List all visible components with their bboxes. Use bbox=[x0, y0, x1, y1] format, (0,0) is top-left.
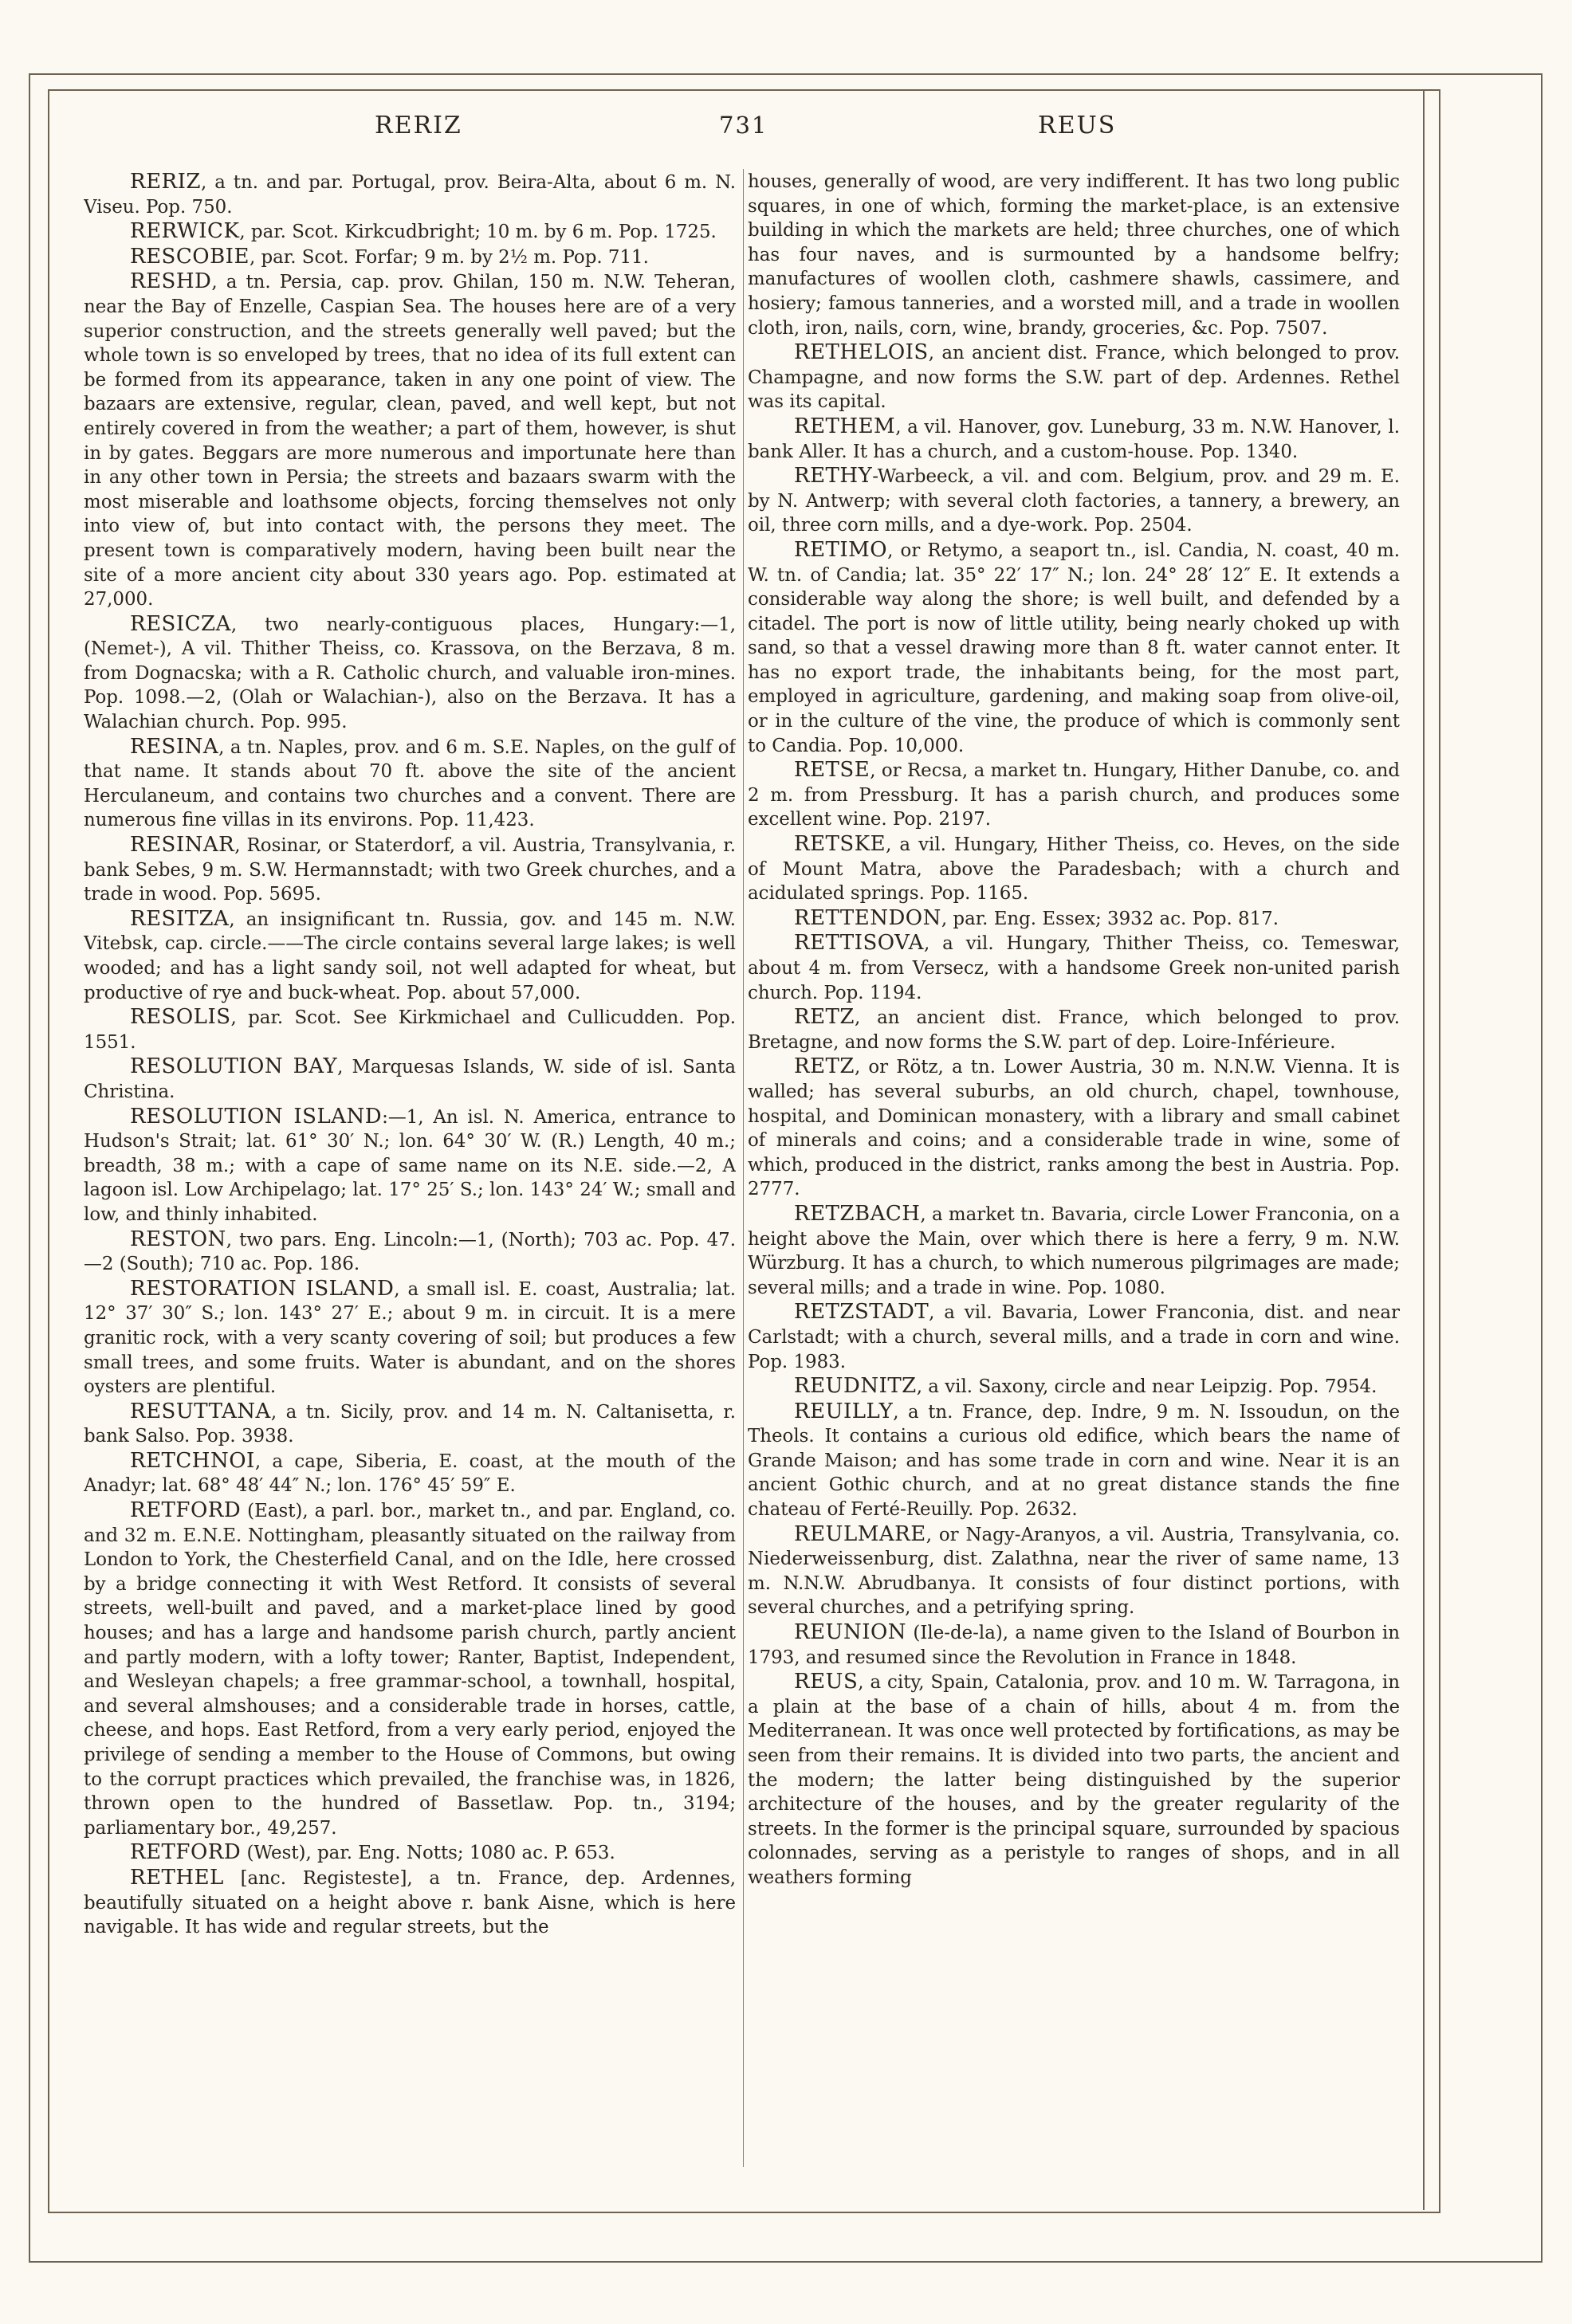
gazetteer-entry bbox=[748, 931, 1400, 1005]
gazetteer-entry bbox=[748, 832, 1400, 906]
entry-text: , two pars. Eng. Lincoln:—1, (North); 703 ac. Pop. 47.—2 (South); 710 ac. Pop. 186. bbox=[84, 1229, 736, 1275]
entry-text: , a market tn. Bavaria, circle Lower Franconia, on a height above the Main, over which there is here a ferry, 9 m. N.W. Würzburg. It has a church, to which numerous pilgrimages are made; several mills; and a trade in wine. Pop. 1080. bbox=[748, 1203, 1400, 1298]
gazetteer-entry bbox=[748, 1300, 1400, 1374]
entry-headword: RERWICK bbox=[130, 219, 240, 244]
gazetteer-entry bbox=[748, 538, 1400, 758]
entry-headword: RESOLUTION BAY bbox=[130, 1054, 338, 1079]
entry-text: , par. Eng. Essex; 3932 ac. Pop. 817. bbox=[941, 908, 1279, 929]
gazetteer-entry bbox=[748, 464, 1400, 538]
entry-headword: RETTENDON bbox=[794, 905, 941, 930]
entry-text: -Warbeeck, a vil. and com. Belgium, prov. and 29 m. E. by N. Antwerp; with several cloth factories, a tannery, a brewery, an oil, three corn mills, and a dye-work. Pop. 2504. bbox=[748, 466, 1400, 536]
entry-text: , a vil. Hungary, Thither Theiss, co. Temeswar, about 4 m. from Versecz, with a handsome Greek non-united parish church. Pop. 1194. bbox=[748, 933, 1400, 1003]
entry-headword: RETZSTADT bbox=[794, 1300, 929, 1325]
entry-headword: RETSE bbox=[794, 758, 870, 783]
left-guide-word: RERIZ bbox=[375, 112, 462, 139]
entry-text: , a city, Spain, Catalonia, prov. and 10 m. W. Tarragona, in a plain at the base of a chain of hills, about 4 m. from the Mediterranean. It was once well protected by fortifications, as may be seen from their remains. It is divided into two parts, the ancient and the modern; the latter being distinguished by the superior architecture of the houses, and by the greater regularity of the streets. In the former is the principal square, surrounded by spacious colonnades, serving as a peristyle to ranges of shops, and in all weathers forming bbox=[748, 1672, 1400, 1888]
gazetteer-entry bbox=[84, 907, 736, 1005]
gazetteer-entry bbox=[84, 1005, 736, 1054]
entry-headword: REUDNITZ bbox=[794, 1374, 917, 1399]
entry-headword: RESUTTANA bbox=[130, 1399, 271, 1423]
entry-text: (Ile-de-la), a name given to the Island of Bourbon in 1793, and resumed since the Revolution in France in 1848. bbox=[748, 1623, 1400, 1668]
gazetteer-entry bbox=[84, 1227, 736, 1277]
gazetteer-entry bbox=[84, 219, 736, 245]
entry-text: , Marquesas Islands, W. side of isl. Santa Christina. bbox=[84, 1057, 736, 1102]
gazetteer-entry bbox=[84, 735, 736, 833]
entry-headword: RESCOBIE bbox=[130, 244, 250, 269]
entry-text: , par. Scot. See Kirkmichael and Cullicudden. Pop. 1551. bbox=[84, 1007, 736, 1053]
gazetteer-entry bbox=[84, 1449, 736, 1498]
entry-text: [anc. Registeste], a tn. France, dep. Ardennes, beautifully situated on a height above r. bank Aisne, which is here navigable. It has wide and regular streets, but the bbox=[84, 1867, 736, 1938]
entry-text: , a vil. Bavaria, Lower Franconia, dist. and near Carlstadt; with a church, several mills, and a trade in corn and wine. Pop. 1983. bbox=[748, 1302, 1400, 1372]
entry-text: , a tn. France, dep. Indre, 9 m. N. Issoudun, on the Theols. It contains a curious old edifice, which bears the name of Grande Maison; and has some trade in corn and wine. Near it is an ancient Gothic church, and at no great distance stands the fine chateau of Ferté-Reuilly. Pop. 2632. bbox=[748, 1401, 1400, 1521]
gazetteer-entry bbox=[748, 1374, 1400, 1400]
gazetteer-entry bbox=[84, 612, 736, 735]
gazetteer-entry bbox=[748, 758, 1400, 832]
gazetteer-entry bbox=[748, 1522, 1400, 1620]
entry-headword: RERIZ bbox=[130, 170, 201, 194]
entry-headword: RETFORD bbox=[130, 1498, 242, 1523]
entry-text: , or Nagy-Aranyos, a vil. Austria, Transylvania, co. Niederweissenburg, dist. Zalathna, near the river of same name, 13 m. N.N.W. Abrudbanya. It consists of four distinct portions, with several churches, and a petrifying spring. bbox=[748, 1524, 1400, 1619]
entry-headword: RETFORD bbox=[130, 1840, 242, 1865]
gazetteer-entry bbox=[748, 1005, 1400, 1054]
gazetteer-entry bbox=[84, 1866, 736, 1940]
entry-text: , or Retymo, a seaport tn., isl. Candia, N. coast, 40 m. W. tn. of Candia; lat. 35° 22′ 17″ N.; lon. 24° 28′ 12″ E. It extends a considerable way along the shore; is well built, and defended by a citadel. The port is now of little utility, being nearly choked up with sand, so that a vessel drawing more than 8 ft. water cannot enter. It has no export trade, the inhabitants being, for the most part, employed in agriculture, gardening, and making soap from olive-oil, or in the culture of the vine, the produce of which is commonly sent to Candia. Pop. 10,000. bbox=[748, 540, 1400, 756]
entry-headword: RETZ bbox=[794, 1054, 855, 1079]
entry-text: , an ancient dist. France, which belonged to prov. Bretagne, and now forms the S.W. part of dep. Loire-Inférieure. bbox=[748, 1007, 1400, 1053]
entry-headword: RESINAR bbox=[130, 833, 235, 858]
entry-text: , par. Scot. Forfar; 9 m. by 2½ m. Pop. 711. bbox=[249, 246, 649, 268]
entry-text: , a tn. Persia, cap. prov. Ghilan, 150 m. N.W. Teheran, near the Bay of Enzelle, Caspian Sea. The houses here are of a very superior construction, and the streets generally well paved; but the whole town is so enveloped by trees, that no idea of its full extent can be formed from its appearance, taken in any one point of view. The bazaars are extensive, regular, clean, paved, and well kept, but not entirely covered in from the weather; a part of them, however, is shut in by gates. Beggars are more numerous and importunate here than in any other town in Persia; the streets and bazaars swarm with the most miserable and loathsome objects, forcing themselves not only into view of, but into contact with, the persons they meet. The present town is comparatively modern, having been built near the site of a more ancient city about 330 years ago. Pop. estimated at 27,000. bbox=[84, 272, 736, 610]
right-margin-rule bbox=[1423, 89, 1425, 2210]
gazetteer-entry bbox=[748, 1620, 1400, 1670]
entry-headword: RETZ bbox=[794, 1005, 855, 1030]
entry-headword: RETIMO bbox=[794, 537, 888, 562]
entry-text: , a vil. Saxony, circle and near Leipzig. Pop. 7954. bbox=[916, 1376, 1377, 1398]
entry-headword: RETHY bbox=[794, 464, 873, 489]
entry-text: , or Recsa, a market tn. Hungary, Hither Danube, co. and 2 m. from Pressburg. It has a parish church, and produces some excellent wine. Pop. 2197. bbox=[748, 760, 1400, 830]
page-number: 731 bbox=[719, 112, 768, 139]
entry-headword: RETTISOVA bbox=[794, 931, 924, 956]
entry-text: , par. Scot. Kirkcudbright; 10 m. by 6 m. Pop. 1725. bbox=[239, 222, 717, 243]
entry-headword: RETCHNOI bbox=[130, 1448, 255, 1473]
entry-text: , a tn. Sicily, prov. and 14 m. N. Caltanisetta, r. bank Salso. Pop. 3938. bbox=[84, 1401, 736, 1447]
entry-text: , two nearly-contiguous places, Hungary:—1, (Nemet-), A vil. Thither Theiss, co. Krassova, on the Berzava, 8 m. from Dognacska; with a R. Catholic church, and valuable iron-mines. Pop. 1098.—2, (Olah or Walachian-), also on the Berzava. It has a Walachian church. Pop. 995. bbox=[84, 614, 736, 733]
entry-text: , a tn. and par. Portugal, prov. Beira-Alta, about 6 m. N. Viseu. Pop. 750. bbox=[84, 172, 736, 218]
entry-headword: RESINA bbox=[130, 734, 219, 759]
entry-text: :—1, An isl. N. America, entrance to Hudson's Strait; lat. 61° 30′ N.; lon. 64° 30′ W. (R.) Length, 40 m.; breadth, 38 m.; with a cape of same name on its N.E. side.—2, A lagoon isl. Low Archipelago; lat. 17° 25′ S.; lon. 143° 24′ W.; small and low, and thinly inhabited. bbox=[84, 1106, 736, 1225]
entry-text: , or Rötz, a tn. Lower Austria, 30 m. N.N.W. Vienna. It is walled; has several suburbs, an old church, chapel, townhouse, hospital, and Dominican monastery, with a library and small cabinet of minerals and coins; and a considerable trade in wine, some of which, produced in the district, ranks among the best in Austria. Pop. 2777. bbox=[748, 1057, 1400, 1200]
gazetteer-entry bbox=[84, 269, 736, 611]
gazetteer-entry bbox=[748, 1054, 1400, 1202]
entry-headword: RETHEL bbox=[130, 1865, 224, 1890]
entry-headword: REUILLY bbox=[794, 1399, 894, 1423]
gazetteer-entry bbox=[84, 170, 736, 219]
entry-headword: RETSKE bbox=[794, 832, 886, 857]
entry-headword: REUNION bbox=[794, 1620, 907, 1645]
entry-text: houses, generally of wood, are very indifferent. It has two long public squares, in one of which, forming the market-place, is an extensive building in which the markets are held; three churches, one of which has four naves, and is surmounted by a handsome belfry; manufactures of woollen cloth, cashmere shawls, cassimere, and hosiery; famous tanneries, and a worsted mill, and a trade in woollen cloth, iron, nails, corn, wine, brandy, groceries, &c. Pop. 7507. bbox=[748, 171, 1400, 339]
entry-headword: RESITZA bbox=[130, 906, 230, 931]
entry-headword: RESTORATION ISLAND bbox=[130, 1276, 395, 1301]
entry-text: , an ancient dist. France, which belonged to prov. Champagne, and now forms the S.W. part of dep. Ardennes. Rethel was its capital. bbox=[748, 343, 1400, 413]
gazetteer-entry bbox=[748, 1202, 1400, 1300]
gazetteer-entry bbox=[748, 1670, 1400, 1890]
gazetteer-entry bbox=[748, 906, 1400, 932]
gazetteer-entry bbox=[748, 414, 1400, 464]
gazetteer-entry bbox=[748, 1400, 1400, 1522]
entry-headword: RESTON bbox=[130, 1227, 226, 1251]
gazetteer-entry bbox=[748, 340, 1400, 414]
entry-text: , a vil. Hungary, Hither Theiss, co. Heves, on the side of Mount Matra, above the Paradesbach; with a church and acidulated springs. Pop. 1165. bbox=[748, 834, 1400, 905]
entry-text: , a cape, Siberia, E. coast, at the mouth of the Anadyr; lat. 68° 48′ 44″ N.; lon. 176° 45′ 59″ E. bbox=[84, 1451, 736, 1497]
entry-text: , a vil. Hanover, gov. Luneburg, 33 m. N.W. Hanover, l. bank Aller. It has a church, and a custom-house. Pop. 1340. bbox=[748, 416, 1400, 462]
gazetteer-entry bbox=[84, 1400, 736, 1449]
entry-headword: REUS bbox=[794, 1670, 859, 1694]
left-column bbox=[84, 170, 736, 2174]
gazetteer-entry bbox=[84, 1498, 736, 1840]
entry-headword: RESICZA bbox=[130, 611, 231, 636]
right-guide-word: REUS bbox=[1038, 112, 1117, 139]
column-divider bbox=[743, 169, 744, 2167]
gazetteer-entry bbox=[84, 1277, 736, 1400]
gazetteer-entry bbox=[748, 170, 1400, 340]
entry-headword: REULMARE bbox=[794, 1521, 926, 1546]
entry-text: , a tn. Naples, prov. and 6 m. S.E. Naples, on the gulf of that name. It stands about 70 ft. above the site of the ancient Herculaneum, and contains two churches and a convent. There are numerous fine villas in its environs. Pop. 11,423. bbox=[84, 736, 736, 831]
entry-text: (West), par. Eng. Notts; 1080 ac. P. 653. bbox=[241, 1843, 615, 1864]
gazetteer-entry bbox=[84, 833, 736, 907]
entry-headword: RETHELOIS bbox=[794, 340, 929, 365]
entry-text: , a small isl. E. coast, Australia; lat. 12° 37′ 30″ S.; lon. 143° 27′ E.; about 9 m. in circuit. It is a mere granitic rock, with a very scanty covering of soil; but produces a few small trees, and some fruits. Water is abundant, and on the shores oysters are plentiful. bbox=[84, 1278, 736, 1398]
entry-headword: RESOLIS bbox=[130, 1005, 231, 1030]
entry-headword: RETZBACH bbox=[794, 1201, 921, 1226]
entry-headword: RETHEM bbox=[794, 414, 896, 438]
entry-text: (East), a parl. bor., market tn., and par. England, co. and 32 m. E.N.E. Nottingham, pleasantly situated on the railway from London to York, the Chesterfield Canal, and on the Idle, here crossed by a bridge connecting it with West Retford. It consists of several streets, well-built and paved, and a market-place lined by good houses; and has a large and handsome parish church, partly ancient and partly modern, with a lofty tower; Ranter, Baptist, Independent, and Wesleyan chapels; a free grammar-school, a townhall, hospital, and several almshouses; and a considerable trade in horses, cattle, cheese, and hops. East Retford, from a very early period, enjoyed the privilege of sending a member to the House of Commons, but owing to the corrupt practices which prevailed, the franchise was, in 1826, thrown open to the hundred of Bassetlaw. Pop. tn., 3194; parliamentary bor., 49,257. bbox=[84, 1501, 736, 1839]
gazetteer-entry bbox=[84, 1054, 736, 1104]
gazetteer-entry bbox=[84, 1105, 736, 1227]
entry-headword: RESOLUTION ISLAND bbox=[130, 1104, 383, 1129]
gazetteer-entry bbox=[84, 245, 736, 270]
right-column bbox=[748, 170, 1400, 2174]
entry-text: , an insignificant tn. Russia, gov. and 145 m. N.W. Vitebsk, cap. circle.——The circle contains several large lakes; is well wooded; and has a light sandy soil, not well adapted for wheat, but productive of rye and buck-wheat. Pop. about 57,000. bbox=[84, 909, 736, 1003]
gazetteer-entry bbox=[84, 1840, 736, 1866]
entry-headword: RESHD bbox=[130, 269, 212, 294]
entry-text: , Rosinar, or Staterdorf, a vil. Austria, Transylvania, r. bank Sebes, 9 m. S.W. Hermannstadt; with two Greek churches, and a trade in wood. Pop. 5695. bbox=[84, 835, 736, 905]
